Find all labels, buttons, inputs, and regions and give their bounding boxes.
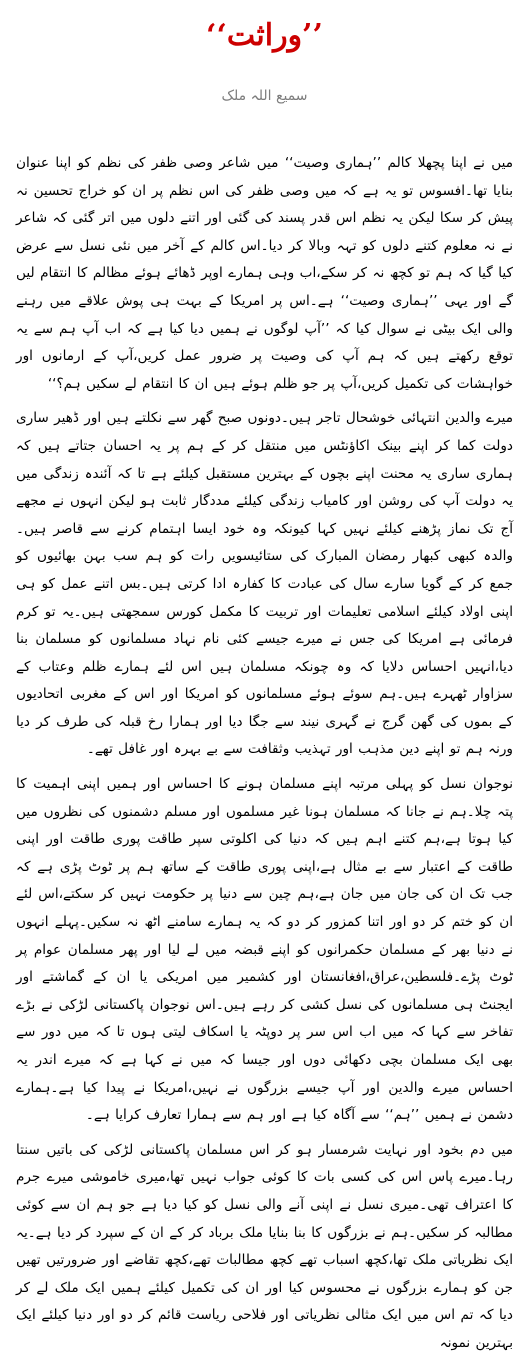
paragraph-4: میں دم بخود اور نہایت شرمسار ہو کر اس مسلمان پاکستانی لڑکی کی باتیں سنتا رہا۔میرے پاس اس کی کسی بات کا کوئی جواب نہیں تھا،میری خاموشی میرے جرم کا اعتراف تھی۔میری نسل نے اپنی آنے والی نسل کو کیا دیا ہے جو ہم ان سے کوئی مطالبہ کر سکیں۔ہم نے بزرگوں کا بنا بنایا ملک برباد کر کے ان کے سپرد کر دیا ہے۔یہ ایک نظریاتی ملک تھا،کچھ اسباب تھے کچھ مطالبات تھے،کچھ تقاضے اور ضرورتیں تھیں جن کو ہمارے بزرگوں نے محسوس کیا اور ان کی تکمیل کیلئے ہمیں ایک ملک لے کر دیا کہ تم اس میں ایک مثالی نظریاتی اور فلاحی ریاست قائم کر دو اور دنیا کیلئے ایک بہترین نمونہ (16, 1141, 513, 1351)
paragraph-3: نوجوان نسل کو پہلی مرتبہ اپنے مسلمان ہونے کا احساس اور ہمیں اپنی اہمیت کا پتہ چلا۔ہم نے جانا کہ مسلمان ہونا غیر مسلموں اور مسلم دشمنوں کی نظروں میں کیا ہوتا ہے،ہم کتنے اہم ہیں کہ دنیا کی اکلوتی سپر طاقت پوری طاقت اور اپنی طاقت کے اعتبار سے بے مثال ہے،اپنی پوری طاقت کے ساتھ ہم پر ٹوٹ پڑی ہے کہ جب تک ان کی جان میں جان ہے،ہم چین سے دنیا پر حکومت نہیں کر سکتے،اس لئے ان کو ختم کر دو اور اتنا کمزور کر دو کہ یہ ہمارے سامنے اٹھ نہ سکیں۔پہلے انہوں نے دنیا بھر کے مسلمان حکمرانوں کو اپنے قبضہ میں لے لیا اور پھر مسلمان عوام پر ٹوٹ پڑے۔فلسطین،عراق،افغانستان اور کشمیر میں امریکی یا ان کے گماشتے اور ایجنٹ ہی مسلمانوں کی نسل کشی کر رہے ہیں۔اس نوجوان پاکستانی لڑکی نے بڑے تفاخر سے کہا کہ میں اب اس سر پر دوپٹہ یا اسکاف لیتی ہوں تا کہ میں دور سے بھی ایک مسلمان بچی دکھائی دوں اور جیسا کہ میں نے کہا ہے کہ میرے اندر یہ احساس میرے والدین اور آپ جیسے بزرگوں نے نہیں،امریکا نے پیدا کیا ہے۔ہمارے دشمن نے ہمیں ’’ہم‘‘ سے آگاہ کیا ہے اور ہم سے ہمارا تعارف کرایا ہے۔ (16, 776, 513, 1124)
paragraph-1: میں نے اپنا پچھلا کالم ’’ہماری وصیت‘‘ میں شاعر وصی ظفر کی نظم کو اپنا عنوان بنایا تھا۔افسوس تو یہ ہے کہ میں وصی ظفر کی اس نظم پر ان کو خراج تحسین نہ پیش کر سکا لیکن یہ نظم اس قدر پسند کی گئی اور اتنے دلوں میں اتر گئی کہ شاعر نے نہ معلوم کتنے دلوں کو تہہ وبالا کر دیا۔اس کالم کے آخر میں نئی نسل سے عرض کیا گیا کہ ہم تو کچھ نہ کر سکے،اب وہی ہمارے اوپر ڈھائے ہوئے مظالم کا انتقام لیں گے اور یہی ’’ہماری وصیت‘‘ ہے۔اس پر امریکا کے بہت ہی پوش علاقے میں رہنے والی ایک بیٹی نے سوال کیا کہ ’’آپ لوگوں نے ہمیں دیا کیا ہے کہ اب آپ ہم سے یہ توقع رکھتے ہیں کہ ہم آپ کی وصیت پر ضرور عمل کریں،آپ کے ارمانوں اور خواہشات کی تکمیل کریں،آپ پر جو ظلم ہوئے ہیں ان کا انتقام لے سکیں ہم؟‘‘ (16, 155, 513, 392)
article-body (16, 150, 513, 1358)
author-byline: سمیع اللہ ملک (221, 88, 308, 104)
article-title: ’’وراثت‘‘ (206, 18, 323, 53)
paragraph-2: میرے والدین انتہائی خوشحال تاجر ہیں۔دونوں صبح گھر سے نکلتے ہیں اور ڈھیر ساری دولت کما کر اپنے بینک اکاؤنٹس میں منتقل کر کے ہم پر یہ احسان جتاتے ہیں کہ ہماری ساری یہ محنت اپنے بچوں کے بہترین مستقبل کیلئے ہے تا کہ آئندہ زندگی میں یہ دولت آپ کی روشن اور کامیاب زندگی کیلئے مددگار ثابت ہو لیکن انہوں نے مجھے آج تک نماز پڑھنے کیلئے نہیں کہا کیونکہ وہ خود ایسا اہتمام کرنے سے قاصر ہیں۔والدہ کبھی کبھار رمضان المبارک کی ستائیسویں رات کو ہم سب بہن بھائیوں کو جمع کر کے گویا سارے سال کی عبادت کا کفارہ ادا کرتی ہیں۔بس اتنے عمل کو ہی اپنی اولاد کیلئے اسلامی تعلیمات اور تربیت کا مکمل کورس سمجھتی ہیں۔یہ تو کرم فرمائی ہے امریکا کی جس نے میرے جیسے کئی نام نہاد مسلمانوں کو مسلمان بنا دیا،انہیں احساس دلایا کہ وہ چونکہ مسلمان ہیں اس لئے ہمارے ظلم وعتاب کے سزاوار ٹھہرے ہیں۔ہم سوئے ہوئے مسلمانوں کو امریکا اور اس کے مغربی اتحادیوں کے بموں کی گھن گرج نے گہری نیند سے جگا دیا اور ہمارا رخ قبلہ کی طرف کر دیا ورنہ ہم تو اپنے دین مذہب اور تہذیب وثقافت سے بے بہرہ اور غافل تھے۔ (16, 410, 513, 758)
